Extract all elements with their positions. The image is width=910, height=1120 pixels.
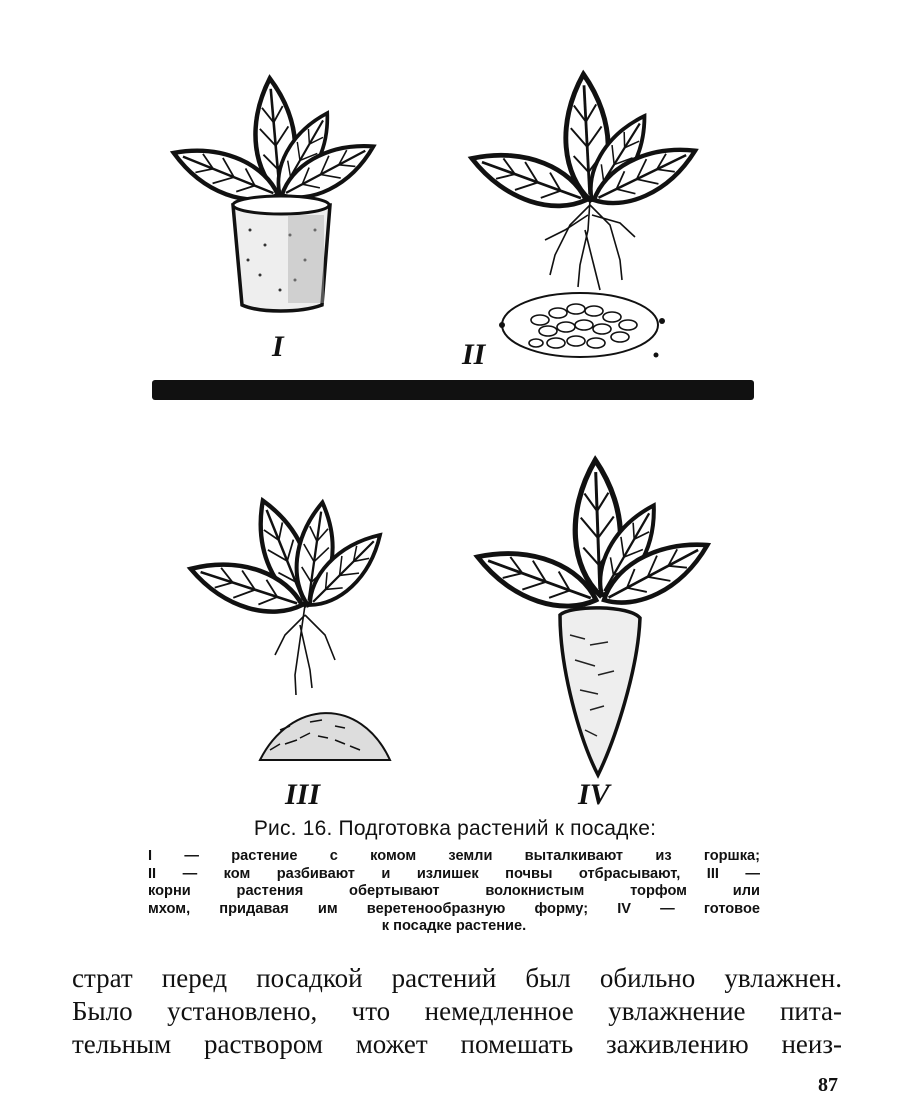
body-line: Было установлено, что немедленное увлажнение пита-: [72, 996, 842, 1026]
body-paragraph: [72, 962, 842, 1061]
figure-divider: [152, 380, 754, 400]
panel-label-ii: II: [462, 338, 486, 371]
legend-line: корни растения обертывают волокнистым торфом или: [148, 883, 760, 900]
panel-label-iv: IV: [578, 778, 610, 811]
panel-ii-soil-removed: [430, 25, 750, 370]
figure-caption-title: Рис. 16. Подготовка растений к посадке:: [253, 817, 657, 840]
legend-line: мхом, придавая им веретенообразную форму; IV — готовое: [148, 900, 760, 917]
body-line: страт перед посадкой растений был обильно увлажнен.: [72, 963, 842, 993]
legend-line: I — растение с комом земли выталкивают из горшка;: [148, 848, 760, 864]
panel-label-i: I: [272, 330, 284, 363]
figure-caption-legend: [148, 848, 760, 936]
panel-label-iii: III: [285, 778, 321, 811]
panel-i-plant-in-pot: [130, 35, 430, 325]
legend-line: II — ком разбивают и излишек почвы отбрасывают, III —: [148, 865, 760, 882]
panel-iii-roots-wrapped: [140, 430, 480, 780]
body-line: тельным раствором может помешать заживлению неиз-: [72, 1029, 842, 1059]
legend-line: к посадке растение.: [381, 918, 527, 935]
page-number: 87: [818, 1074, 838, 1096]
panel-iv-ready-plant: [440, 420, 750, 780]
